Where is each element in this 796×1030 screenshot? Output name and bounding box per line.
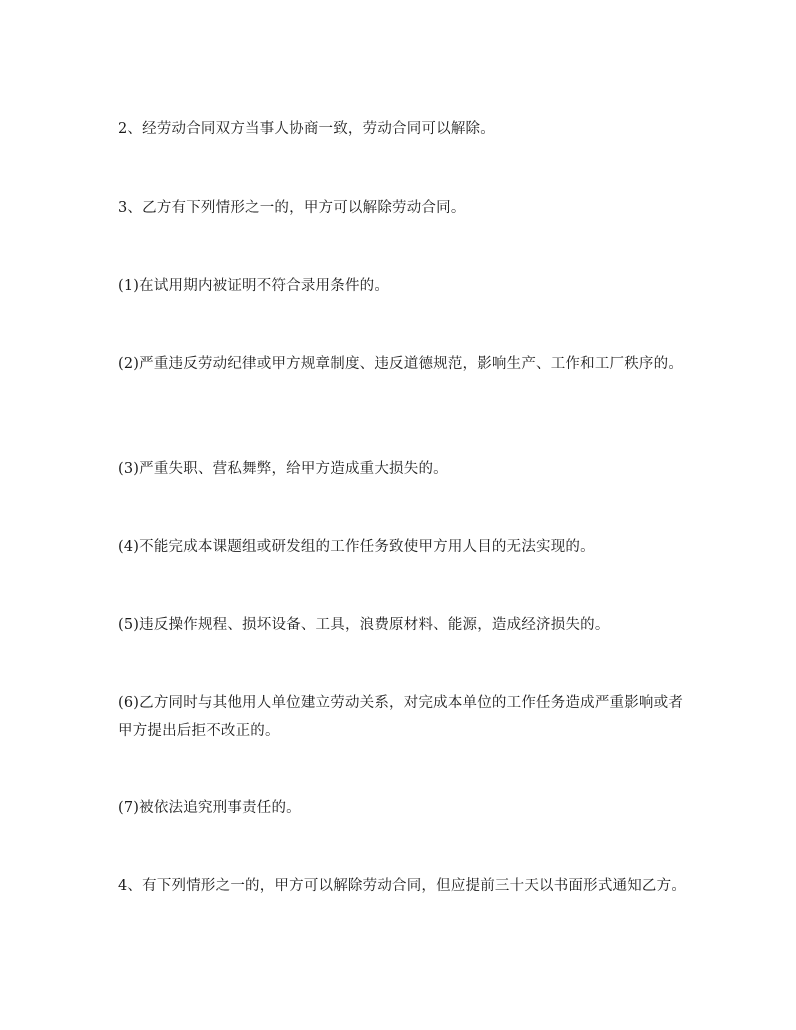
paragraph-clause-2: 2、经劳动合同双方当事人协商一致，劳动合同可以解除。 (118, 121, 495, 137)
paragraph-item-2: (2)严重违反劳动纪律或甲方规章制度、违反道德规范，影响生产、工作和工厂秩序的。 (118, 356, 684, 372)
paragraph-item-1: (1)在试用期内被证明不符合录用条件的。 (118, 278, 390, 294)
paragraph-item-3: (3)严重失职、营私舞弊，给甲方造成重大损失的。 (118, 461, 448, 477)
paragraph-clause-3: 3、乙方有下列情形之一的，甲方可以解除劳动合同。 (118, 200, 466, 216)
paragraph-item-6: (6)乙方同时与其他用人单位建立劳动关系，对完成本单位的工作任务造成严重影响或者甲方提出后拒不改正的。 (118, 695, 684, 739)
paragraph-item-4: (4)不能完成本课题组或研发组的工作任务致使甲方用人目的无法实现的。 (118, 539, 595, 555)
paragraph-clause-4: 4、有下列情形之一的，甲方可以解除劳动合同，但应提前三十天以书面形式通知乙方。 (118, 878, 687, 894)
paragraph-item-7: (7)被依法追究刑事责任的。 (118, 800, 301, 816)
paragraph-item-5: (5)违反操作规程、损坏设备、工具，浪费原材料、能源，造成经济损失的。 (118, 617, 610, 633)
